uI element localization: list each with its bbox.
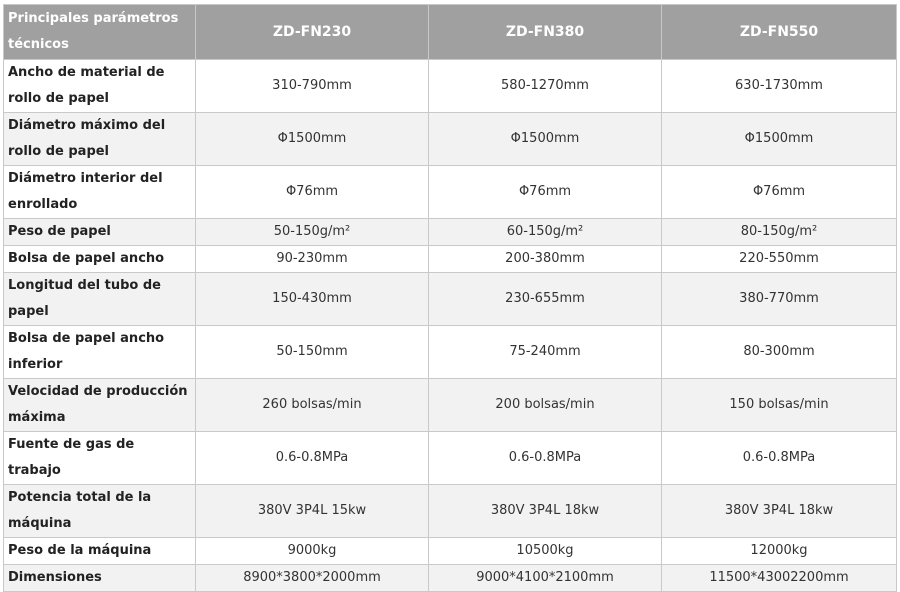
table-row bbox=[4, 273, 897, 326]
row-value: 0.6-0.8MPa bbox=[662, 432, 897, 485]
header-model-zd-fn550: ZD-FN550 bbox=[662, 5, 897, 60]
table-row bbox=[4, 485, 897, 538]
row-value: 80-150g/m² bbox=[662, 219, 897, 246]
table-row bbox=[4, 432, 897, 485]
table-row bbox=[4, 379, 897, 432]
row-value: 50-150mm bbox=[196, 326, 429, 379]
table-row bbox=[4, 246, 897, 273]
row-value: 9000kg bbox=[196, 538, 429, 565]
row-label: Peso de la máquina bbox=[4, 538, 196, 565]
row-label: Diámetro interior del enrollado bbox=[4, 166, 196, 219]
row-value: 200 bolsas/min bbox=[429, 379, 662, 432]
row-value: 260 bolsas/min bbox=[196, 379, 429, 432]
header-row bbox=[4, 5, 897, 60]
row-label: Fuente de gas de trabajo bbox=[4, 432, 196, 485]
row-label: Potencia total de la máquina bbox=[4, 485, 196, 538]
row-value: 8900*3800*2000mm bbox=[196, 565, 429, 592]
header-model-zd-fn380: ZD-FN380 bbox=[429, 5, 662, 60]
row-value: Φ1500mm bbox=[196, 113, 429, 166]
row-value: 230-655mm bbox=[429, 273, 662, 326]
row-label: Peso de papel bbox=[4, 219, 196, 246]
row-label: Longitud del tubo de papel bbox=[4, 273, 196, 326]
row-label: Bolsa de papel ancho bbox=[4, 246, 196, 273]
row-value: 580-1270mm bbox=[429, 60, 662, 113]
header-corner: Principales parámetros técnicos bbox=[4, 5, 196, 60]
spec-table bbox=[3, 4, 897, 592]
row-value: Φ76mm bbox=[662, 166, 897, 219]
row-value: 11500*43002200mm bbox=[662, 565, 897, 592]
row-value: 75-240mm bbox=[429, 326, 662, 379]
row-label: Diámetro máximo del rollo de papel bbox=[4, 113, 196, 166]
row-value: 380V 3P4L 18kw bbox=[662, 485, 897, 538]
row-value: 380V 3P4L 15kw bbox=[196, 485, 429, 538]
table-row bbox=[4, 60, 897, 113]
table-row bbox=[4, 565, 897, 592]
row-value: 0.6-0.8MPa bbox=[196, 432, 429, 485]
row-value: 12000kg bbox=[662, 538, 897, 565]
row-value: 630-1730mm bbox=[662, 60, 897, 113]
table-row bbox=[4, 219, 897, 246]
row-value: Φ76mm bbox=[429, 166, 662, 219]
row-value: 10500kg bbox=[429, 538, 662, 565]
row-value: 0.6-0.8MPa bbox=[429, 432, 662, 485]
table-row bbox=[4, 166, 897, 219]
row-value: Φ1500mm bbox=[429, 113, 662, 166]
row-value: Φ76mm bbox=[196, 166, 429, 219]
table-row bbox=[4, 538, 897, 565]
row-value: 90-230mm bbox=[196, 246, 429, 273]
row-value: 9000*4100*2100mm bbox=[429, 565, 662, 592]
row-value: 50-150g/m² bbox=[196, 219, 429, 246]
row-value: 150-430mm bbox=[196, 273, 429, 326]
row-label: Velocidad de producción máxima bbox=[4, 379, 196, 432]
table-row bbox=[4, 326, 897, 379]
row-value: 380V 3P4L 18kw bbox=[429, 485, 662, 538]
row-label: Dimensiones bbox=[4, 565, 196, 592]
row-value: 380-770mm bbox=[662, 273, 897, 326]
row-value: 150 bolsas/min bbox=[662, 379, 897, 432]
row-value: 200-380mm bbox=[429, 246, 662, 273]
row-value: 310-790mm bbox=[196, 60, 429, 113]
row-label: Bolsa de papel ancho inferior bbox=[4, 326, 196, 379]
row-value: 80-300mm bbox=[662, 326, 897, 379]
row-label: Ancho de material de rollo de papel bbox=[4, 60, 196, 113]
header-model-zd-fn230: ZD-FN230 bbox=[196, 5, 429, 60]
row-value: Φ1500mm bbox=[662, 113, 897, 166]
table-row bbox=[4, 113, 897, 166]
row-value: 220-550mm bbox=[662, 246, 897, 273]
row-value: 60-150g/m² bbox=[429, 219, 662, 246]
